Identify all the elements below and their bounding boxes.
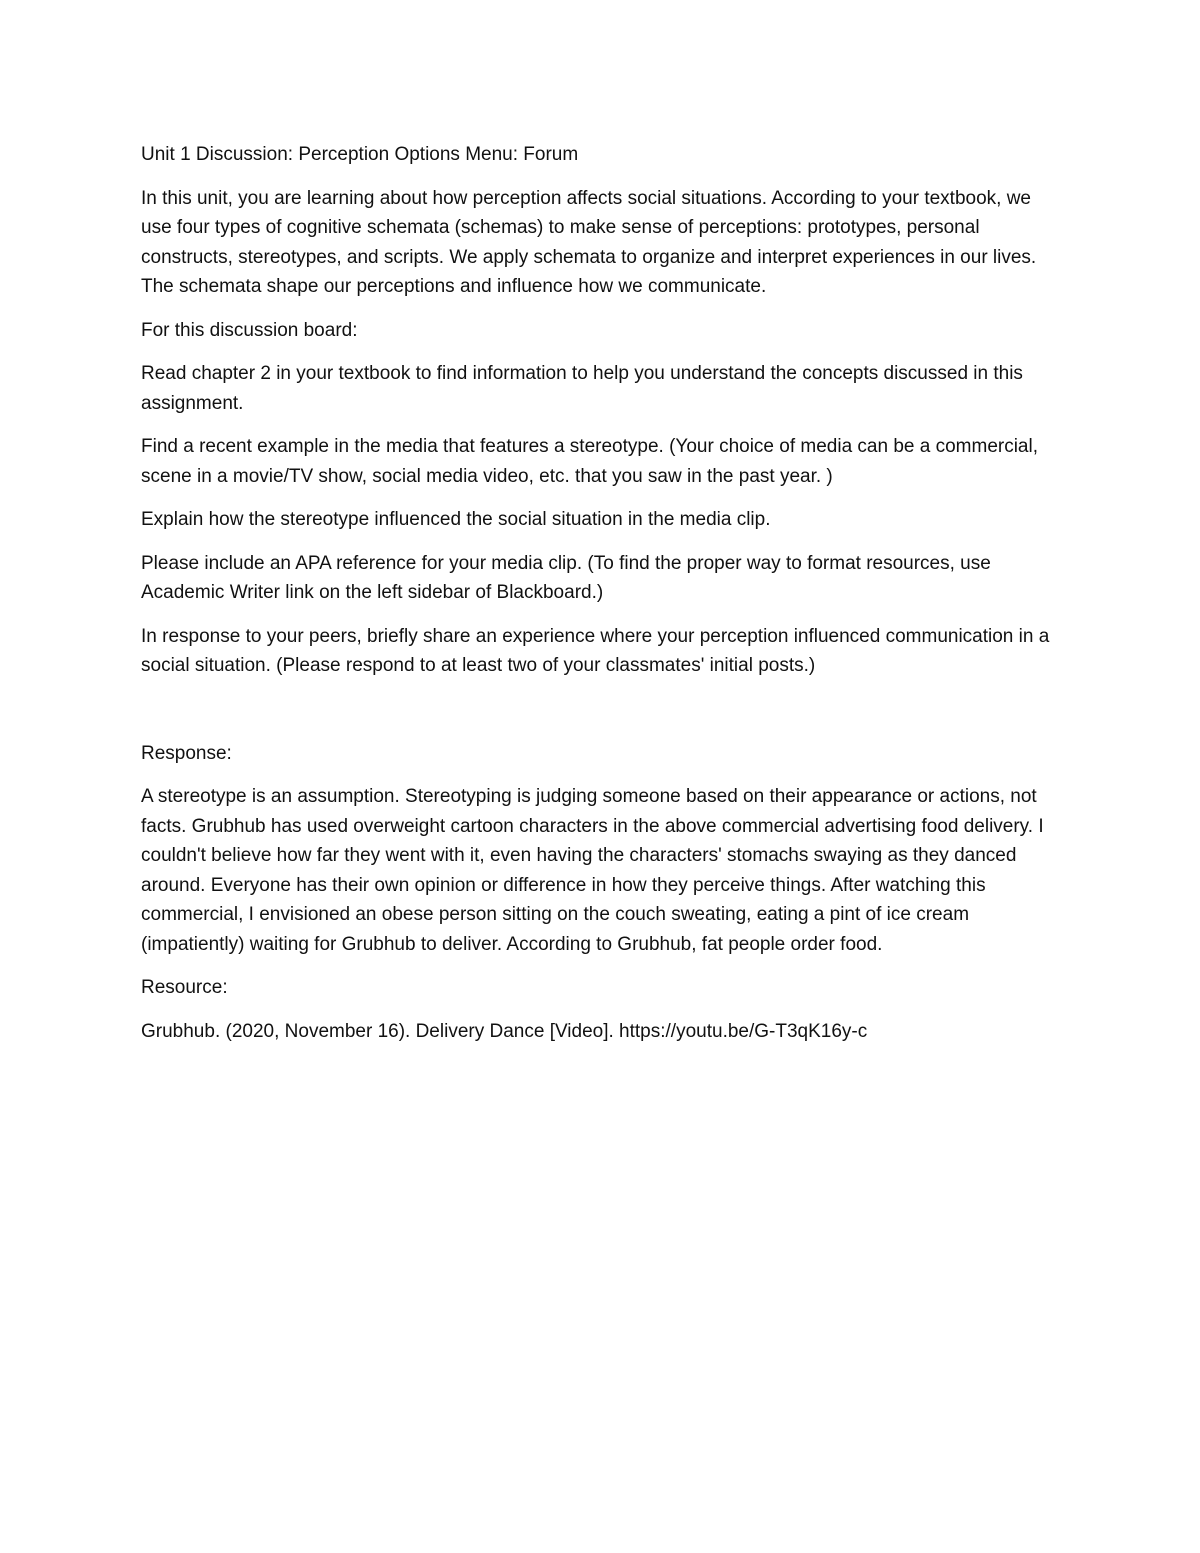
discussion-board-heading: For this discussion board: bbox=[141, 319, 358, 341]
instruction-paragraph: In response to your peers, briefly share an experience where your perception influenced communication in a social situation. (Please respond to at least two of your classmates' initial posts.) bbox=[141, 625, 1050, 676]
blank-line bbox=[141, 695, 1066, 739]
document-body bbox=[141, 140, 1066, 1060]
resource-heading: Resource: bbox=[141, 977, 228, 998]
response-heading: Response: bbox=[141, 742, 232, 764]
instruction-paragraph: Explain how the stereotype influenced the social situation in the media clip. bbox=[141, 509, 771, 530]
instruction-paragraph: Read chapter 2 in your textbook to find information to help you understand the concepts discussed in this assignment. bbox=[141, 363, 1023, 414]
response-paragraph: A stereotype is an assumption. Stereotyping is judging someone based on their appearance or actions, not facts. Grubhub has used overweight cartoon characters in the above commercial advertising food delivery. I couldn't believe how far they went with it, even having the characters' stomachs swaying as they danced around. Everyone has their own opinion or difference in how they perceive things. After watching this commercial, I envisioned an obese person sitting on the couch sweating, eating a pint of ice cream (impatiently) waiting for Grubhub to deliver. According to Grubhub, fat people order food. bbox=[141, 786, 1044, 955]
document-title: Unit 1 Discussion: Perception Options Menu: Forum bbox=[141, 144, 579, 165]
resource-citation: Grubhub. (2020, November 16). Delivery Dance [Video]. https://youtu.be/G-T3qK16y-c bbox=[141, 1020, 868, 1042]
instruction-paragraph: Please include an APA reference for your media clip. (To find the proper way to format resources, use Academic Writer link on the left sidebar of Blackboard.) bbox=[141, 552, 991, 603]
instruction-paragraph: Find a recent example in the media that features a stereotype. (Your choice of media can be a commercial, scene in a movie/TV show, social media video, etc. that you saw in the past year. ) bbox=[141, 436, 1038, 487]
intro-paragraph: In this unit, you are learning about how perception affects social situations. According to your textbook, we use four types of cognitive schemata (schemas) to make sense of perceptions: prototypes, personal constructs, stereotypes, and scripts. We apply schemata to organize and interpret experiences in our lives. The schemata shape our perceptions and influence how we communicate. bbox=[141, 187, 1037, 297]
